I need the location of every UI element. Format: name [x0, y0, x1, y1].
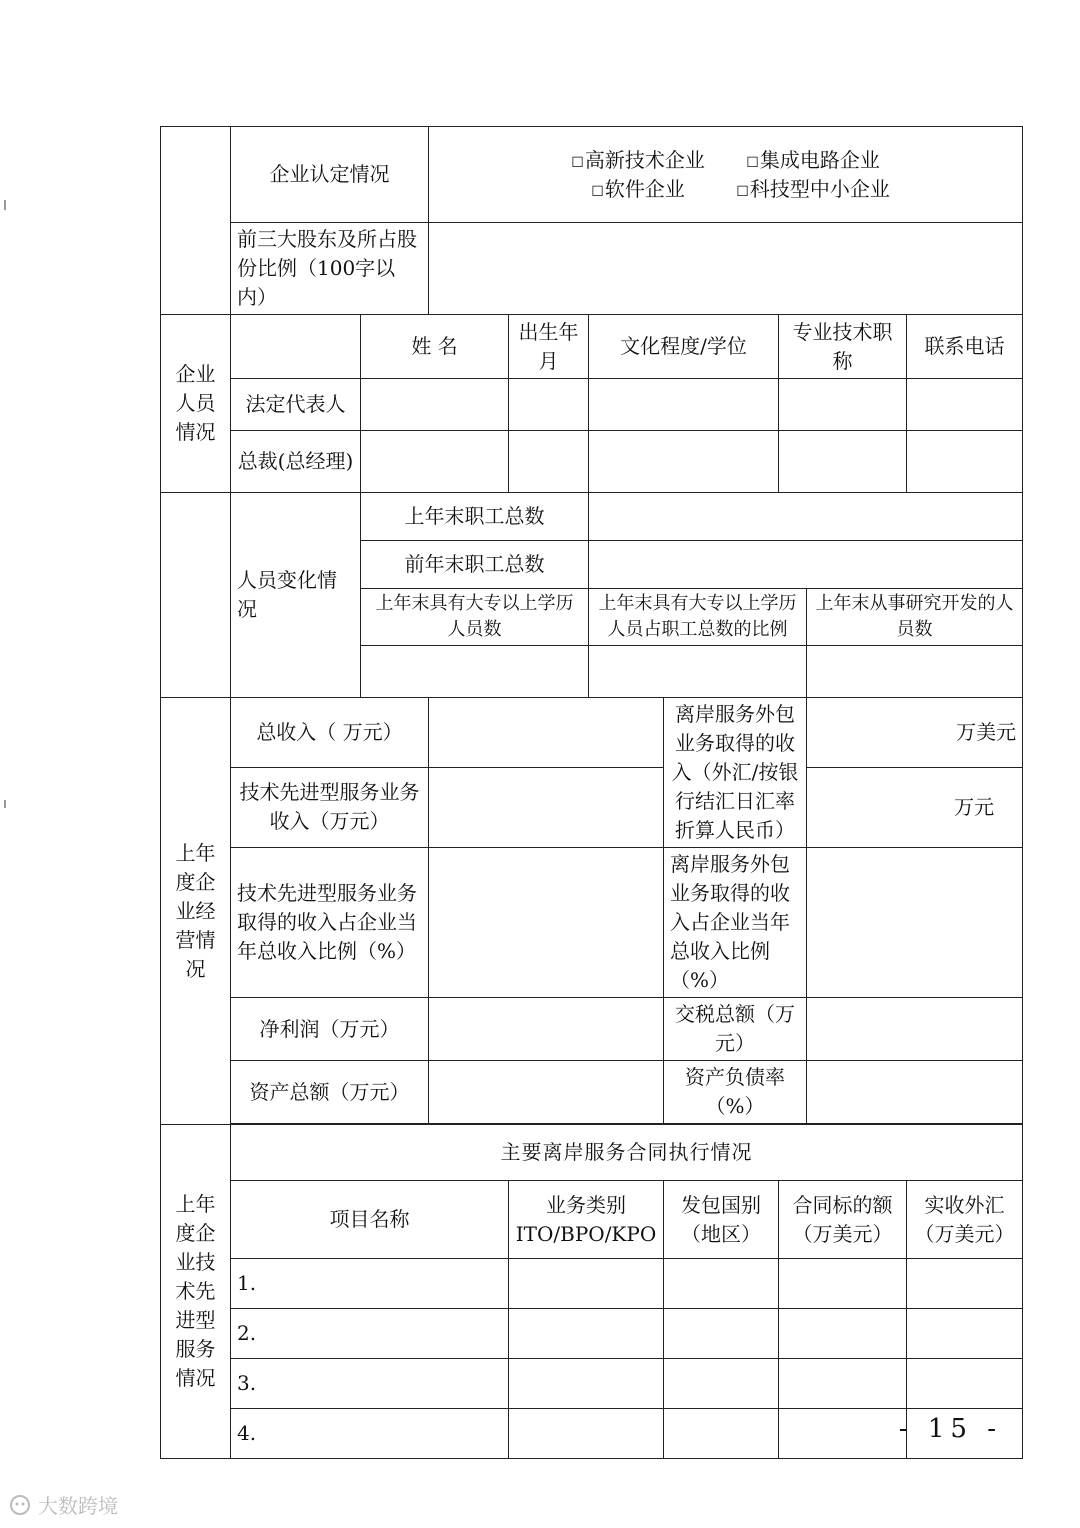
- option-high-tech[interactable]: ☐高新技术企业: [571, 147, 705, 172]
- row-legal-rep: 法定代表人: [231, 379, 361, 431]
- college-ratio-field[interactable]: [589, 646, 807, 698]
- checkbox-icon[interactable]: ☐: [736, 183, 749, 200]
- page-number: - 15 -: [898, 1414, 1002, 1444]
- contract-row-4[interactable]: 4.: [231, 1409, 509, 1459]
- president-name[interactable]: [361, 431, 509, 493]
- legal-rep-phone[interactable]: [907, 379, 1023, 431]
- header-country: 发包国别（地区）: [664, 1181, 779, 1259]
- blank-left-cell: [161, 127, 231, 315]
- contract-1-country[interactable]: [664, 1259, 779, 1309]
- contract-2-fx[interactable]: [907, 1309, 1023, 1359]
- contract-4-type[interactable]: [509, 1409, 664, 1459]
- header-phone: 联系电话: [907, 315, 1023, 379]
- rd-count-label: 上年末从事研究开发的人员数: [807, 589, 1023, 646]
- legal-rep-education[interactable]: [589, 379, 779, 431]
- offshore-cny-field[interactable]: [807, 767, 1023, 848]
- net-profit-label: 净利润（万元）: [231, 998, 429, 1061]
- last-year-total-label: 上年末职工总数: [361, 493, 589, 541]
- header-received-fx: 实收外汇（万美元）: [907, 1181, 1023, 1259]
- president-birth[interactable]: [509, 431, 589, 493]
- net-profit-field[interactable]: [429, 998, 664, 1061]
- debt-ratio-field[interactable]: [807, 1061, 1023, 1124]
- header-title: 专业技术职称: [779, 315, 907, 379]
- college-ratio-label: 上年末具有大专以上学历人员占职工总数的比例: [589, 589, 807, 646]
- tax-total-field[interactable]: [807, 998, 1023, 1061]
- certification-label: 企业认定情况: [231, 127, 429, 223]
- checkbox-icon[interactable]: ☐: [591, 183, 604, 200]
- college-count-field[interactable]: [361, 646, 589, 698]
- contract-2-amount[interactable]: [779, 1309, 907, 1359]
- personnel-section-label: 企业 人员 情况: [161, 315, 231, 493]
- shareholders-field[interactable]: [429, 223, 1023, 315]
- debt-ratio-label: 资产负债率（%）: [664, 1061, 807, 1124]
- shareholders-label: 前三大股东及所占股份比例（100字以内）: [231, 223, 429, 315]
- legal-rep-title[interactable]: [779, 379, 907, 431]
- staff-change-label: 人员变化情况: [231, 493, 361, 698]
- header-name: 姓 名: [361, 315, 509, 379]
- total-assets-field[interactable]: [429, 1061, 664, 1124]
- scan-mark: [4, 800, 6, 808]
- president-education[interactable]: [589, 431, 779, 493]
- tech-income-label: 技术先进型服务业务收入（万元）: [231, 767, 429, 848]
- watermark-logo-icon: [8, 1493, 32, 1517]
- header-business-type: 业务类别ITO/BPO/KPO: [509, 1181, 664, 1259]
- header-education: 文化程度/学位: [589, 315, 779, 379]
- tech-ratio-field[interactable]: [429, 848, 664, 998]
- president-title[interactable]: [779, 431, 907, 493]
- prev-year-total-label: 前年末职工总数: [361, 541, 589, 589]
- contract-4-country[interactable]: [664, 1409, 779, 1459]
- legal-rep-birth[interactable]: [509, 379, 589, 431]
- last-year-total-field[interactable]: [589, 493, 1023, 541]
- header-contract-amount: 合同标的额（万美元）: [779, 1181, 907, 1259]
- total-assets-label: 资产总额（万元）: [231, 1061, 429, 1124]
- scan-mark: [4, 200, 6, 210]
- tech-income-field[interactable]: [429, 767, 664, 848]
- total-income-label: 总收入（ 万元）: [231, 698, 429, 767]
- blank-left-cell: [161, 493, 231, 698]
- option-sme[interactable]: ☐科技型中小企业: [736, 176, 890, 201]
- checkbox-icon[interactable]: ☐: [746, 154, 759, 171]
- president-phone[interactable]: [907, 431, 1023, 493]
- unit-usd: 万美元: [956, 719, 1017, 744]
- offshore-ratio-label: 离岸服务外包业务取得的收入占企业当年总收入比例（%）: [664, 848, 807, 998]
- offshore-ratio-field[interactable]: [807, 848, 1023, 998]
- contract-3-type[interactable]: [509, 1359, 664, 1409]
- option-ic[interactable]: ☐集成电路企业: [746, 147, 880, 172]
- certification-options: [429, 127, 1023, 223]
- header-birth: 出生年月: [509, 315, 589, 379]
- header-project-name: 项目名称: [231, 1181, 509, 1259]
- personnel-blank-header: [231, 315, 361, 379]
- row-president: 总裁(总经理): [231, 431, 361, 493]
- contract-row-1[interactable]: 1.: [231, 1259, 509, 1309]
- contract-4-amount[interactable]: [779, 1409, 907, 1459]
- option-software[interactable]: ☐软件企业: [591, 176, 685, 201]
- legal-rep-name[interactable]: [361, 379, 509, 431]
- contract-3-fx[interactable]: [907, 1359, 1023, 1409]
- checkbox-icon[interactable]: ☐: [571, 154, 584, 171]
- contract-3-country[interactable]: [664, 1359, 779, 1409]
- tax-total-label: 交税总额（万元）: [664, 998, 807, 1061]
- contract-3-amount[interactable]: [779, 1359, 907, 1409]
- contracts-section-label: 上年 度企 业技 术先 进型 服务 情况: [161, 1125, 231, 1459]
- contract-1-fx[interactable]: [907, 1259, 1023, 1309]
- total-income-field[interactable]: [429, 698, 664, 767]
- contract-2-type[interactable]: [509, 1309, 664, 1359]
- college-count-label: 上年末具有大专以上学历人员数: [361, 589, 589, 646]
- offshore-usd-field[interactable]: [807, 698, 1023, 767]
- offshore-income-label: 离岸服务外包业务取得的收入（外汇/按银行结汇日汇率折算人民币）: [664, 698, 807, 848]
- rd-count-field[interactable]: [807, 646, 1023, 698]
- application-form-table: [160, 126, 1023, 1459]
- contract-1-amount[interactable]: [779, 1259, 907, 1309]
- contract-2-country[interactable]: [664, 1309, 779, 1359]
- tech-ratio-label: 技术先进型服务业务取得的收入占企业当年总收入比例（%）: [231, 848, 429, 998]
- watermark: [8, 1490, 118, 1519]
- watermark-text: 大数跨境: [38, 1494, 118, 1518]
- contracts-title: 主要离岸服务合同执行情况: [231, 1125, 1023, 1181]
- contract-row-2[interactable]: 2.: [231, 1309, 509, 1359]
- contract-1-type[interactable]: [509, 1259, 664, 1309]
- operations-section-label: 上年 度企 业经 营情 况: [161, 698, 231, 1125]
- contract-row-3[interactable]: 3.: [231, 1359, 509, 1409]
- unit-cny: 万元: [954, 794, 995, 819]
- prev-year-total-field[interactable]: [589, 541, 1023, 589]
